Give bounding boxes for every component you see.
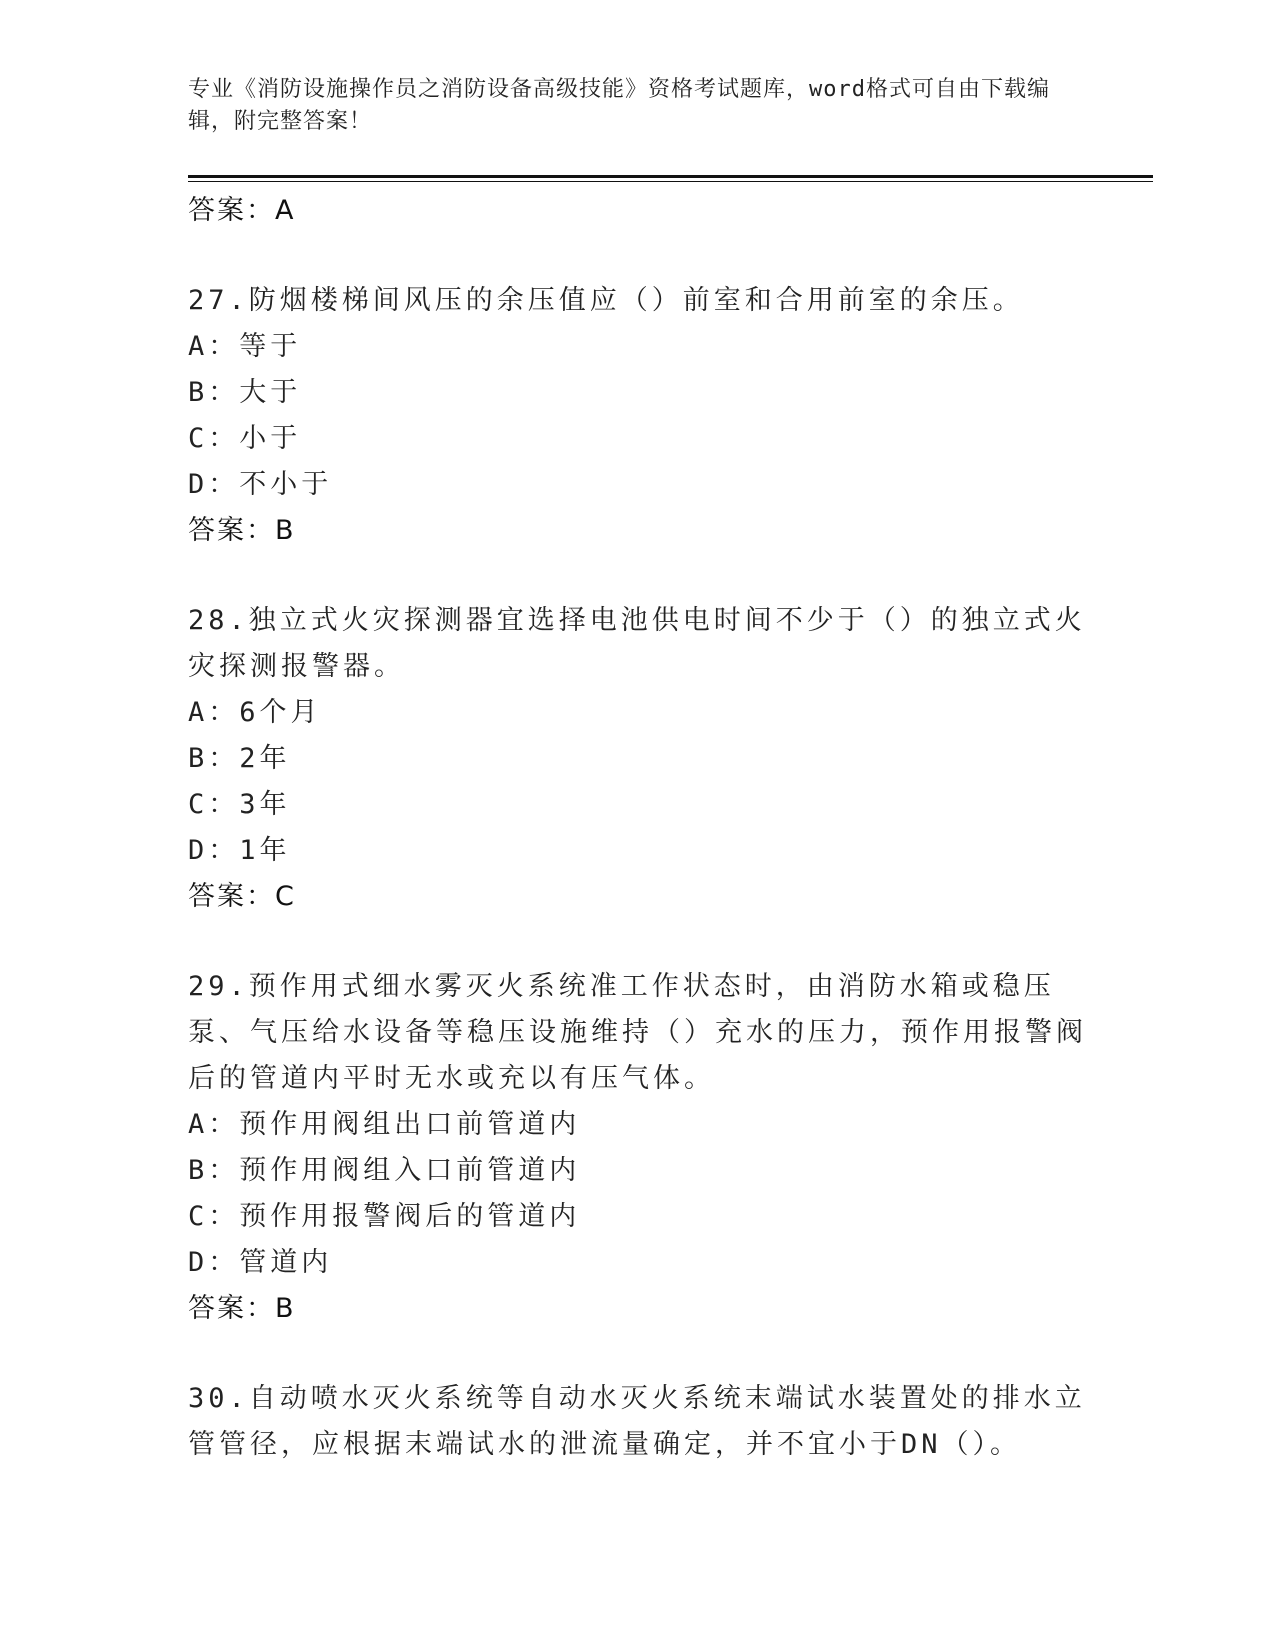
option-b: B：预作用阀组入口前管道内	[188, 1155, 581, 1186]
header-divider-thin	[188, 181, 1153, 182]
option-b: B：2年	[188, 743, 291, 774]
question-list	[188, 188, 1088, 1468]
answer-line: 答案：A	[188, 195, 296, 226]
question-stem: 29.预作用式细水雾灭火系统准工作状态时，由消防水箱或稳压泵、气压给水设备等稳压设施维持（）充水的压力，预作用报警阀后的管道内平时无水或充以有压气体。	[188, 971, 1087, 1094]
option-d: D：不小于	[188, 469, 333, 500]
header-divider-thick	[188, 175, 1153, 178]
question-27	[188, 278, 1088, 554]
answer-line: 答案：B	[188, 515, 296, 546]
option-d: D：管道内	[188, 1247, 333, 1278]
answer-line: 答案：C	[188, 881, 296, 912]
question-stem: 30.自动喷水灭火系统等自动水灭火系统末端试水装置处的排水立管管径，应根据末端试水的泄流量确定，并不宜小于DN（）。	[188, 1383, 1086, 1460]
option-c: C：小于	[188, 423, 302, 454]
question-29	[188, 964, 1088, 1332]
answer-line: 答案：B	[188, 1293, 296, 1324]
question-stem: 28.独立式火灾探测器宜选择电池供电时间不少于（）的独立式火灾探测报警器。	[188, 605, 1086, 682]
option-d: D：1年	[188, 835, 291, 866]
document-header: 专业《消防设施操作员之消防设备高级技能》资格考试题库，word格式可自由下载编辑，附完整答案！	[188, 77, 1050, 134]
option-a: A：6个月	[188, 697, 322, 728]
option-a: A：预作用阀组出口前管道内	[188, 1109, 581, 1140]
question-30	[188, 1376, 1088, 1468]
question-stem: 27.防烟楼梯间风压的余压值应（）前室和合用前室的余压。	[188, 285, 1024, 316]
option-a: A：等于	[188, 331, 302, 362]
option-b: B：大于	[188, 377, 302, 408]
question-28	[188, 598, 1088, 920]
option-c: C：3年	[188, 789, 291, 820]
option-c: C：预作用报警阀后的管道内	[188, 1201, 581, 1232]
